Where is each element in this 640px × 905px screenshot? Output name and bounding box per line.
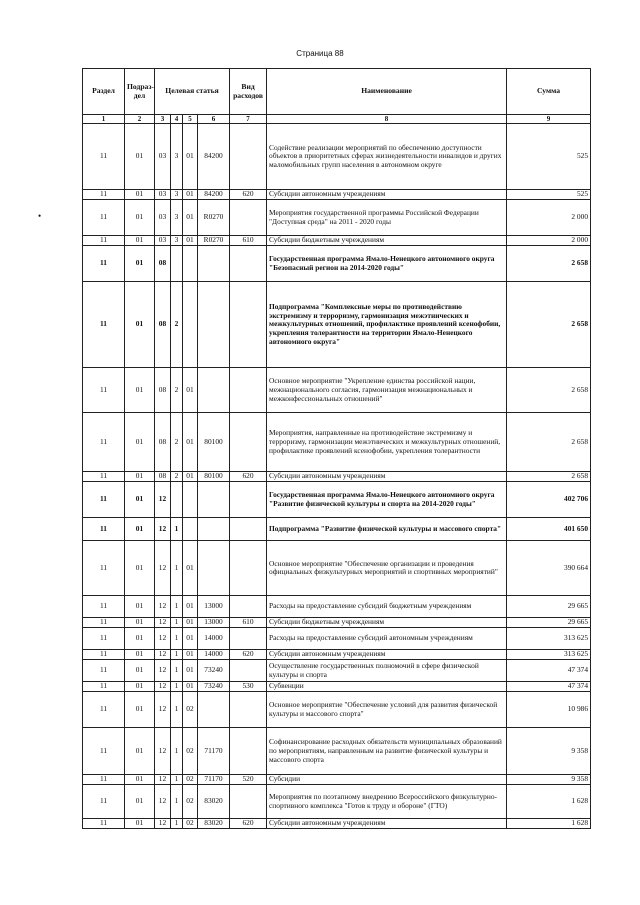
cell-target-event: 01 — [183, 618, 198, 628]
cell-target-subprogram: 1 — [171, 660, 183, 682]
cell-target-direction — [198, 692, 230, 728]
cell-target-subprogram: 1 — [171, 541, 183, 596]
cell-target-event: 01 — [183, 413, 198, 472]
col-number: 5 — [183, 115, 198, 124]
cell-target-event: 01 — [183, 682, 198, 692]
table-row — [83, 650, 591, 660]
cell-podrazdel: 01 — [125, 368, 155, 413]
cell-target-program: 03 — [155, 190, 171, 200]
cell-podrazdel: 01 — [125, 785, 155, 819]
cell-target-program: 12 — [155, 518, 171, 541]
cell-target-subprogram: 2 — [171, 413, 183, 472]
col-number: 7 — [230, 115, 267, 124]
table-row — [83, 775, 591, 785]
cell-target-program: 08 — [155, 472, 171, 482]
cell-vid — [230, 482, 267, 518]
cell-sum: 10 986 — [507, 692, 591, 728]
cell-vid — [230, 692, 267, 728]
cell-vid — [230, 368, 267, 413]
cell-sum: 2 658 — [507, 472, 591, 482]
header-podrazdel: Подраз- дел — [125, 69, 155, 115]
cell-sum: 2 000 — [507, 200, 591, 236]
col-number: 2 — [125, 115, 155, 124]
cell-target-direction: 14000 — [198, 650, 230, 660]
cell-razdel: 11 — [83, 518, 125, 541]
cell-target-program: 03 — [155, 124, 171, 190]
cell-target-program: 12 — [155, 628, 171, 650]
cell-target-direction: 83020 — [198, 785, 230, 819]
cell-target-subprogram: 1 — [171, 596, 183, 618]
cell-target-program: 08 — [155, 413, 171, 472]
cell-target-subprogram: 1 — [171, 618, 183, 628]
cell-target-direction: 73240 — [198, 682, 230, 692]
table-row — [83, 518, 591, 541]
cell-target-direction — [198, 541, 230, 596]
cell-vid: 530 — [230, 682, 267, 692]
cell-sum: 2 000 — [507, 236, 591, 246]
cell-podrazdel: 01 — [125, 728, 155, 775]
cell-target-event: 01 — [183, 541, 198, 596]
cell-target-event: 01 — [183, 190, 198, 200]
cell-name: Мероприятия по поэтапному внедрению Всероссийского физкультурно-спортивного комплекса "Готов к труду и обороне" (ГТО) — [267, 785, 507, 819]
cell-razdel: 11 — [83, 246, 125, 282]
col-number: 3 — [155, 115, 171, 124]
cell-razdel: 11 — [83, 785, 125, 819]
table-row — [83, 368, 591, 413]
cell-podrazdel: 01 — [125, 628, 155, 650]
cell-name: Субвенции — [267, 682, 507, 692]
cell-vid: 610 — [230, 236, 267, 246]
cell-vid — [230, 124, 267, 190]
cell-target-event: 01 — [183, 368, 198, 413]
table-row — [83, 541, 591, 596]
cell-target-subprogram: 2 — [171, 282, 183, 368]
cell-target-subprogram: 1 — [171, 785, 183, 819]
table-row — [83, 785, 591, 819]
header-vid: Вид расходов — [230, 69, 267, 115]
cell-vid — [230, 200, 267, 236]
cell-target-event: 01 — [183, 472, 198, 482]
cell-razdel: 11 — [83, 682, 125, 692]
cell-target-program: 12 — [155, 596, 171, 618]
cell-razdel: 11 — [83, 692, 125, 728]
cell-target-program: 12 — [155, 775, 171, 785]
cell-target-program: 12 — [155, 785, 171, 819]
cell-target-subprogram: 1 — [171, 692, 183, 728]
cell-vid: 610 — [230, 618, 267, 628]
column-number-row — [83, 115, 591, 124]
cell-sum: 2 658 — [507, 246, 591, 282]
cell-target-direction: 84200 — [198, 190, 230, 200]
cell-target-program: 12 — [155, 682, 171, 692]
cell-sum: 2 658 — [507, 282, 591, 368]
cell-podrazdel: 01 — [125, 246, 155, 282]
cell-vid — [230, 282, 267, 368]
cell-target-direction: R0270 — [198, 200, 230, 236]
cell-name: Расходы на предоставление субсидий бюджетным учреждениям — [267, 596, 507, 618]
cell-target-direction: R0270 — [198, 236, 230, 246]
cell-razdel: 11 — [83, 728, 125, 775]
cell-vid: 620 — [230, 190, 267, 200]
cell-target-event: 02 — [183, 728, 198, 775]
cell-target-direction: 84200 — [198, 124, 230, 190]
cell-target-subprogram: 3 — [171, 236, 183, 246]
cell-target-direction — [198, 482, 230, 518]
cell-target-event: 01 — [183, 200, 198, 236]
cell-razdel: 11 — [83, 413, 125, 472]
cell-name: Субсидии автономным учреждениям — [267, 190, 507, 200]
header-name: Наименование — [267, 69, 507, 115]
table-row — [83, 628, 591, 650]
cell-sum: 47 374 — [507, 660, 591, 682]
cell-target-event: 02 — [183, 819, 198, 829]
cell-vid — [230, 518, 267, 541]
cell-podrazdel: 01 — [125, 518, 155, 541]
cell-podrazdel: 01 — [125, 190, 155, 200]
cell-target-subprogram: 1 — [171, 682, 183, 692]
cell-name: Субсидии автономным учреждениям — [267, 472, 507, 482]
cell-name: Содействие реализации мероприятий по обеспечению доступности объектов в приоритетных сферах жизнедеятельности инвалидов и других маломобильных групп населения в автономном округе — [267, 124, 507, 190]
cell-name: Субсидии автономным учреждениям — [267, 650, 507, 660]
table-row — [83, 660, 591, 682]
cell-sum: 525 — [507, 124, 591, 190]
cell-razdel: 11 — [83, 819, 125, 829]
cell-razdel: 11 — [83, 200, 125, 236]
cell-target-event — [183, 482, 198, 518]
cell-razdel: 11 — [83, 618, 125, 628]
cell-target-direction — [198, 246, 230, 282]
header-row — [83, 69, 591, 115]
cell-sum: 47 374 — [507, 682, 591, 692]
cell-podrazdel: 01 — [125, 650, 155, 660]
cell-podrazdel: 01 — [125, 236, 155, 246]
col-number: 8 — [267, 115, 507, 124]
cell-sum: 402 706 — [507, 482, 591, 518]
cell-razdel: 11 — [83, 282, 125, 368]
cell-target-program: 08 — [155, 246, 171, 282]
cell-podrazdel: 01 — [125, 596, 155, 618]
cell-name: Расходы на предоставление субсидий автономным учреждениям — [267, 628, 507, 650]
cell-name: Государственная программа Ямало-Ненецкого автономного округа "Безопасный регион на 2014-2020 годы" — [267, 246, 507, 282]
cell-razdel: 11 — [83, 368, 125, 413]
cell-target-event: 01 — [183, 660, 198, 682]
table-row — [83, 200, 591, 236]
cell-sum: 29 665 — [507, 618, 591, 628]
cell-target-direction: 80100 — [198, 413, 230, 472]
cell-target-direction — [198, 282, 230, 368]
cell-podrazdel: 01 — [125, 472, 155, 482]
scan-mark: • — [38, 211, 42, 221]
table-row — [83, 124, 591, 190]
cell-target-event: 01 — [183, 596, 198, 618]
cell-target-program: 12 — [155, 482, 171, 518]
table-row — [83, 472, 591, 482]
cell-target-direction — [198, 368, 230, 413]
cell-target-direction: 83020 — [198, 819, 230, 829]
cell-vid — [230, 413, 267, 472]
table-row — [83, 282, 591, 368]
cell-target-program: 12 — [155, 541, 171, 596]
cell-razdel: 11 — [83, 775, 125, 785]
cell-target-direction: 14000 — [198, 628, 230, 650]
cell-sum: 9 358 — [507, 775, 591, 785]
cell-sum: 2 658 — [507, 368, 591, 413]
cell-target-event — [183, 518, 198, 541]
cell-name: Подпрограмма "Развитие физической культуры и массового спорта" — [267, 518, 507, 541]
cell-target-program: 12 — [155, 660, 171, 682]
cell-target-subprogram: 1 — [171, 650, 183, 660]
cell-sum: 313 625 — [507, 628, 591, 650]
table-row — [83, 236, 591, 246]
cell-vid — [230, 596, 267, 618]
cell-vid — [230, 785, 267, 819]
cell-vid — [230, 246, 267, 282]
cell-target-subprogram — [171, 246, 183, 282]
cell-target-subprogram: 3 — [171, 190, 183, 200]
cell-target-program: 08 — [155, 368, 171, 413]
header-target: Целевая статья — [155, 69, 230, 115]
cell-target-direction — [198, 518, 230, 541]
cell-target-program: 12 — [155, 692, 171, 728]
cell-target-program: 12 — [155, 618, 171, 628]
cell-razdel: 11 — [83, 541, 125, 596]
cell-sum: 29 665 — [507, 596, 591, 618]
cell-name: Основное мероприятие "Обеспечение организации и проведения официальных физкультурных мероприятий и спортивных мероприятий" — [267, 541, 507, 596]
cell-name: Мероприятия государственной программы Российской Федерации "Доступная среда" на 2011 - 2020 годы — [267, 200, 507, 236]
cell-podrazdel: 01 — [125, 819, 155, 829]
cell-sum: 390 664 — [507, 541, 591, 596]
cell-target-subprogram: 3 — [171, 200, 183, 236]
table-row — [83, 819, 591, 829]
cell-target-subprogram: 1 — [171, 518, 183, 541]
cell-target-event: 02 — [183, 785, 198, 819]
cell-razdel: 11 — [83, 660, 125, 682]
table-row — [83, 728, 591, 775]
cell-target-subprogram: 1 — [171, 728, 183, 775]
cell-target-event — [183, 246, 198, 282]
cell-name: Субсидии бюджетным учреждениям — [267, 618, 507, 628]
cell-name: Субсидии — [267, 775, 507, 785]
cell-target-subprogram: 1 — [171, 819, 183, 829]
cell-razdel: 11 — [83, 650, 125, 660]
cell-target-subprogram — [171, 482, 183, 518]
cell-sum: 2 658 — [507, 413, 591, 472]
cell-target-event: 02 — [183, 775, 198, 785]
cell-razdel: 11 — [83, 628, 125, 650]
col-number: 4 — [171, 115, 183, 124]
cell-target-event: 01 — [183, 628, 198, 650]
table-row — [83, 682, 591, 692]
cell-podrazdel: 01 — [125, 200, 155, 236]
col-number: 6 — [198, 115, 230, 124]
cell-vid — [230, 628, 267, 650]
cell-sum: 9 358 — [507, 728, 591, 775]
cell-podrazdel: 01 — [125, 660, 155, 682]
cell-podrazdel: 01 — [125, 541, 155, 596]
table-body — [83, 124, 591, 829]
header-razdel: Раздел — [83, 69, 125, 115]
table-row — [83, 596, 591, 618]
cell-name: Основное мероприятие "Обеспечение условий для развития физической культуры и массового спорта" — [267, 692, 507, 728]
cell-target-program: 08 — [155, 282, 171, 368]
cell-target-subprogram: 3 — [171, 124, 183, 190]
cell-sum: 525 — [507, 190, 591, 200]
col-number: 1 — [83, 115, 125, 124]
cell-target-program: 12 — [155, 650, 171, 660]
cell-vid: 620 — [230, 650, 267, 660]
table-row — [83, 482, 591, 518]
cell-target-program: 03 — [155, 236, 171, 246]
cell-vid: 620 — [230, 819, 267, 829]
cell-name: Субсидии автономным учреждениям — [267, 819, 507, 829]
table-row — [83, 618, 591, 628]
cell-target-program: 12 — [155, 728, 171, 775]
cell-target-event: 01 — [183, 124, 198, 190]
cell-vid: 620 — [230, 472, 267, 482]
cell-target-direction: 13000 — [198, 596, 230, 618]
cell-target-event: 01 — [183, 236, 198, 246]
budget-table — [82, 68, 591, 829]
cell-vid — [230, 660, 267, 682]
cell-vid — [230, 728, 267, 775]
cell-name: Осуществление государственных полномочий в сфере физической культуры и спорта — [267, 660, 507, 682]
cell-razdel: 11 — [83, 482, 125, 518]
cell-sum: 1 628 — [507, 785, 591, 819]
page-header: Страница 88 — [296, 49, 344, 58]
cell-podrazdel: 01 — [125, 482, 155, 518]
cell-target-direction: 73240 — [198, 660, 230, 682]
cell-razdel: 11 — [83, 472, 125, 482]
cell-target-event: 02 — [183, 692, 198, 728]
cell-name: Основное мероприятие "Укрепление единства российской нации, межнационального согласия, гармонизация межнациональных и межконфессиональных отношений" — [267, 368, 507, 413]
cell-target-event: 01 — [183, 650, 198, 660]
cell-podrazdel: 01 — [125, 618, 155, 628]
cell-podrazdel: 01 — [125, 282, 155, 368]
cell-target-direction: 71170 — [198, 728, 230, 775]
cell-target-event — [183, 282, 198, 368]
cell-sum: 1 628 — [507, 819, 591, 829]
cell-razdel: 11 — [83, 124, 125, 190]
cell-podrazdel: 01 — [125, 124, 155, 190]
cell-podrazdel: 01 — [125, 692, 155, 728]
table-row — [83, 246, 591, 282]
col-number: 9 — [507, 115, 591, 124]
cell-razdel: 11 — [83, 596, 125, 618]
cell-name: Подпрограмма "Комплексные меры по противодействию экстремизму и терроризму, гармонизация межэтнических и межкультурных отношений, профилактике проявлений ксенофобии, укрепления толерантности на территории Ямало-Ненецкого автономного округа" — [267, 282, 507, 368]
cell-target-subprogram: 1 — [171, 628, 183, 650]
cell-name: Субсидии бюджетным учреждениям — [267, 236, 507, 246]
header-sum: Сумма — [507, 69, 591, 115]
cell-target-direction: 80100 — [198, 472, 230, 482]
cell-target-program: 03 — [155, 200, 171, 236]
cell-sum: 401 650 — [507, 518, 591, 541]
cell-sum: 313 625 — [507, 650, 591, 660]
cell-target-subprogram: 2 — [171, 368, 183, 413]
cell-name: Мероприятия, направленные на противодействие экстремизму и терроризму, гармонизации межэтнических и межкультурных отношений, профилактике проявлений ксенофобии, укрепления толерантности — [267, 413, 507, 472]
cell-vid — [230, 541, 267, 596]
cell-razdel: 11 — [83, 236, 125, 246]
cell-razdel: 11 — [83, 190, 125, 200]
cell-target-direction: 71170 — [198, 775, 230, 785]
cell-podrazdel: 01 — [125, 413, 155, 472]
table-row — [83, 413, 591, 472]
cell-vid: 520 — [230, 775, 267, 785]
cell-podrazdel: 01 — [125, 775, 155, 785]
table-row — [83, 692, 591, 728]
cell-target-direction: 13000 — [198, 618, 230, 628]
cell-target-subprogram: 1 — [171, 775, 183, 785]
cell-name: Софинансирование расходных обязательств муниципальных образований по мероприятиям, направленным на развитие физической культуры и массового спорта — [267, 728, 507, 775]
cell-name: Государственная программа Ямало-Ненецкого автономного округа "Развитие физической культуры и спорта на 2014-2020 годы" — [267, 482, 507, 518]
cell-podrazdel: 01 — [125, 682, 155, 692]
cell-target-program: 12 — [155, 819, 171, 829]
cell-target-subprogram: 2 — [171, 472, 183, 482]
table-row — [83, 190, 591, 200]
